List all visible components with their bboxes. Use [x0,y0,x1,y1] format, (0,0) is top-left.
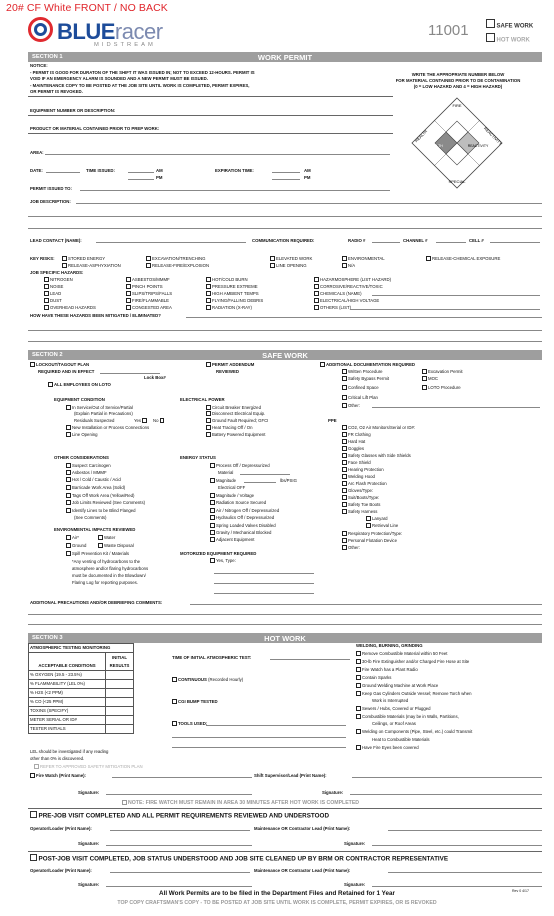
welding-item[interactable]: Fire Watch has a Plant Radio [356,667,418,672]
env-impacts-title: ENVIRONMENTAL IMPACTS REVIEWED [54,527,136,532]
write-number-line-3: (0 = LOW HAZARD AND 4 = HIGH HAZARD) [413,84,503,89]
residuals-yes[interactable]: Yes [134,418,148,423]
equip-residuals: Residuals Suspected [74,418,115,423]
elec-gfci[interactable]: Ground Fault Required; GFCI [206,418,268,423]
signature-field-3[interactable] [106,886,252,887]
energy-adjacent[interactable]: Adjacent Equipment [210,537,254,542]
hazard-others[interactable]: OTHERS (LIST) [314,305,351,310]
time-initial-field[interactable] [270,659,350,660]
welding-item: Work is Interrupted [372,698,409,703]
doc-critical-lift[interactable]: Critical Lift Plan [342,395,378,400]
hazard-asbestos[interactable]: ASBESTOS/MMMF [126,277,170,282]
ppe-item[interactable]: Safety Glasses with Side Shields [342,453,411,458]
energy-air-nitrogen[interactable]: Air / Nitrogen Off / Depressurized [210,508,279,513]
ppe-item[interactable]: Welding Hood [342,474,375,479]
comm-required-label: COMMUNICATION REQUIRED: [252,238,315,243]
hazard-electrical[interactable]: ELECTRICAL/HIGH VOLTAGE [314,298,379,303]
energy-gravity[interactable]: Gravity / Mechanical Blocked [210,530,271,535]
post-job-option[interactable]: POST-JOB VISIT COMPLETED, JOB STATUS UNDERSTOOD AND JOB SITE CLEANED UP BY BRM OR CONTRACTOR REPRESENTATIVE [30,854,448,863]
product-material-label: PRODUCT OR MATERIAL CONTAINED PRIOR TO PREP WORK: [30,126,160,131]
hazard-fire[interactable]: FIRE/FLAMMABLE [126,298,169,303]
maintenance-field-2[interactable] [388,872,542,873]
welding-item[interactable]: Sewers / Hubs, Covered or Plugged [356,706,431,711]
equip-in-service[interactable]: In Service/Out of Service/Partial [66,405,133,410]
welding-title: WELDING, BURNING, GRINDING [356,643,423,648]
equipment-condition-title: EQUIPMENT CONDITION [54,397,105,402]
other-blind-flanged[interactable]: Identify Lines to be Blind Flanged [66,508,136,513]
mitigated-label: HOW HAVE THESE HAZARDS BEEN MITIGATED / ELIMINATED? [30,313,161,318]
hazard-dust[interactable]: DUST [44,298,62,303]
job-description-field[interactable] [76,203,542,204]
ppe-item[interactable]: Respiratory Protection/Type: [342,531,402,536]
other-considerations-title: OTHER CONSIDERATIONS [54,455,109,460]
expiration-time-field[interactable] [272,172,300,173]
harness-sub-item[interactable]: Retrieval Line [366,523,398,528]
welding-item[interactable]: Ground Welding Machine at Work Place [356,683,438,688]
radio-field[interactable] [372,242,400,243]
elec-battery[interactable]: Battery Powered Equipment [206,432,266,437]
doc-safety-bypass[interactable]: Safety Bypass Permit [342,376,389,381]
risk-elevated-work[interactable]: ELEVATED WORK [270,256,312,261]
operator-label-1: Operator/Loader (Print Name): [30,826,92,831]
logo-wordmark: BLUEracer [57,19,163,44]
energy-status-title: ENERGY STATUS [180,455,216,460]
time-initial-label: TIME OF INITIAL ATMOSPHERIC TEST: [172,655,252,660]
supervisor-signature-field[interactable] [350,794,542,795]
signature-field-4[interactable] [372,886,542,887]
equipment-number-label: EQUIPMENT NUMBER OR DESCRIPTION: [30,108,116,113]
hazard-diamond [402,95,512,195]
signature-label-1: Signature: [78,841,100,846]
shift-supervisor-field[interactable] [352,777,542,778]
lockout-option[interactable]: LOCKOUT/TAGOUT PLAN [30,362,89,367]
risk-line-opening[interactable]: LINE OPENING [270,263,307,268]
ppe-item[interactable]: Arc Flash Protection [342,481,387,486]
notice-line-3: - MAINTENANCE COPY TO BE POSTED AT THE JOB SITE UNTIL WORK IS COMPLETED, PERMIT EXPIRES, [30,83,250,88]
date-label: DATE: [30,168,43,173]
logo-inner-ring-icon [34,23,47,36]
signature-label-4: Signature: [344,882,366,887]
env-waste[interactable]: Waste Disposal [98,543,134,548]
ppe-item[interactable]: Hard Hat [342,439,365,444]
signature-label-3: Signature: [78,882,100,887]
permit-page: 20# CF White FRONT / NO BACK BLUEracer MIDSTREAM 11001 SAFE WORK HOT WORK SECTION 1 WORK PERMIT NOTICE: - PERMIT IS GOOD FOR DURATON OF THE SHIFT IT WAS ISSUED IN; NOT TO EXCEED 12-HOURS. PERMIT IS VOID IF AN EMERGENCY ALARM IS SOUNDED AND A NEW PERMIT MUST BE ISSUED. - MAINTENANCE COPY TO BE POSTED AT THE JOB SITE UNTIL WORK IS COMPLETED, PERMIT EXPIRES, OR PERMIT IS REVOKED. WRITE THE APPROPRIATE NUMBER BELOW FOR MATERIAL CONTAINED PRIOR TO DE CONTAMINATION (0 = LOW HAZARD AND 4 = HIGH HAZARD) FIRE HEALTH REACTIVITY SPECIAL HEALTH REACTIVITY EQUIPMENT NUMBER OR DESCRIPTION: PRODUCT OR MATERIAL CONTAINED PRIOR TO PREP WORK: AREA: DATE: TIME ISSUED: AM PM EXPIRATION TIME: AM PM PERMIT ISSUED TO: JOB DESCRIPTION: LEAD CONTACT (NAME): COMMUNICATION REQUIRED: RADIO # CHANNEL # CELL # KEY RISKS: STORED ENERGY EXCAVATION/TRENCHING ELEVATED WORK ENVIRONMENTAL RELEASE-CHEMICAL EXPOSURE RELEASE-ASPHYXIATION RELEASE-FIRE/EXPLOSION LINE OPENING N/A JOB SPECIFIC HAZARDS: NITROGEN NOISE LEAD DUST OVERHEAD HAZARDS ASBESTOS/MMMF PINCH POINTS SLIPS/TRIPS/FALLS FIRE/FLAMMABLE CONGESTED AREA HOT/COLD BURN PRESSURE EXTREME HIGH AMBIENT TEMPS FLYING/FALLING DEBRIS RADIATION (X-RAY) HAZARMOSPHERE (LIST HAZARD) CORROSIVE/REACTIVE/TOXIC CHEMICALS (NAME) ELECTRICAL/HIGH VOLTAGE OTHERS (LIST) HOW HAVE THESE HAZARDS BEEN MITIGATED / ELIMINATED? SECTION 2 SAFE WORK LOCKOUT/TAGOUT PLAN REQUIRED AND IN EFFECT Lock Box# ALL EMPLOYEES ON LOTO PERMIT ADDENDUM REVIEWED ADDITIONAL DOCUMENTATION REQUIRED Written Procedure Safety Bypass Permit Confined Space Critical Lift Plan Other: Excavation Permit MOC LOTO Procedure EQUIPMENT CONDITION In Service/Out of Service/Partial (Explain Partial in Precautions) Residuals Suspected Yes No New Installation or Process Connections Line Opening ELECTRICAL POWER Circuit Breaker Energized Disconnect Electrical Equip. Ground Fault Required; GFCI Heat Tracing Off / On Battery Powered Equipment PPE OTHER CONSIDERATIONS Suspect Carcinogen Asbestos / MMMF Hot / Cold / Caustic / Acid Barricade Work Area (Solid) Tags Off Work Area (Yellow/Red) Job Limits Reviewed (See Comments) Identify Lines to be Blind Flanged (See Comments) ENERGY STATUS Process Off / Depressurized Material Magnitude lbs/PSIG Electrical OFF Magnitude / Voltage Radiation Source Secured Air / Nitrogen Off / Depressurized Hydraulics Off / Depressurized Spring Loaded Valves Disabled Gravity / Mechanical Blocked Adjacent Equipment ENVIRONMENTAL IMPACTS REVIEWED Air* Water Ground Waste Disposal Spill Prevention Kit / Materials *Any venting of hydrocarbons to the atmosphere and/or flaring hydrocarbons must be documented in the Blowdown/ Flaring Log for reporting purposes. MOTORIZED EQUIPMENT REQUIRED Yes, Type: ADDITIONAL PRECAUTIONS AND/OR DEBRIEFING COMMENTS: SECTION 3 HOT WORK ATMOSPHERIC TESTING MONITORING INITIAL ACCEPTABLE CONDITIONS RESULTS % OXYGEN (19.5 - 23.5%) % FLAMMABILITY (LEL 0%) % H2S (<2 PPM) % CO (<25 PPM) TOXINS (SPECIFY) METER SERIAL OR ID# TESTER INITIALS LEL should be investigated if any reading other than 0% is discovered. REFER TO APPROVED SAFETY MITIGATION PLAN Fire Watch (Print Name): TIME OF INITIAL ATMOSPHERIC TEST: CONTINUOUS (Recorded Hourly) CGI BUMP TESTED TOOLS USED: WELDING, BURNING, GRINDING Shift Supervisor/Lead (Print Name): Signature: Signature: NOTE: FIRE WATCH MUST REMAIN IN AREA 30 MINUTES AFTER HOT WORK IS COMPLETED PRE-JOB VISIT COMPLETED AND ALL PERMIT REQUIREMENTS REVIEWED AND UNDERSTOOD Operator/Loader (Print Name): Maintenance OR Contractor Lead (Print Name): Signature: Signature: POST-JOB VISIT COMPLETED, JOB STATUS UNDERSTOOD AND JOB SITE CLEANED UP BY BRM OR CONTRACTOR REPRESENTATIVE Operator/Loader (Print Name): Maintenance OR Contractor Lead (Print Name): Signature: Signature: All Work Permits are to be filed in the Department Files and Retained for 1 Year Rev 0 4/17 TOP COPY CRAFTSMAN'S COPY - TO BE POSTED AT JOB SITE UNTIL WORK IS COMPLETE, PERMIT EXPIRES, OR IS REVOKED CO2, O2 Air Monitors/Serial or ID#: FR Clothing Hard Hat Goggles Safety Glasses with Side Shields Face Shield Hearing Protection Welding Hood Arc Flash Protection Gloves/Type: Suit/Boots/Type: Safety Toe Boots Safety Harness Lanyard Retrieval Line Respiratory Protection/Type: Personal Flotation Device Other: Remove Combustible Material within 50 Feet 30-lb Fire Extinguisher and/or Charged Fire Hose at Site Fire Watch has a Plant Radio Contain Sparks Ground Welding Machine at Work Place Keep Gas Cylinders Outside Vessel; Remove Torch when Work is Interrupted Sewers / Hubs, Covered or Plugged Combustible Materials (may be in Walls, Partitions, Ceilings, or Roof Areas Welding on Components (Pipe, Steel, etc.) could Transmit Heat to Combustible Materials Have Fire Eyes been covered [0,0,554,916]
cell-field[interactable] [490,242,540,243]
hazard-slips[interactable]: SLIPS/TRIPS/FALLS [126,291,172,296]
table-row: METER SERIAL OR ID# [29,716,134,725]
hazard-nitrogen[interactable]: NITROGEN [44,277,73,282]
other-carcinogen[interactable]: Suspect Carcinogen [66,463,111,468]
diamond-reactivity-label: REACTIVITY [482,125,504,147]
operator-field-2[interactable] [110,872,250,873]
notice-line-1: - PERMIT IS GOOD FOR DURATON OF THE SHIFT IT WAS ISSUED IN; NOT TO EXCEED 12-HOURS. PERMIT IS [30,70,255,75]
logo-subtitle: MIDSTREAM [94,42,156,48]
write-number-line-2: FOR MATERIAL CONTAINED PRIOR TO DE CONTAMINATION [395,78,521,83]
area-label: AREA: [30,150,44,155]
section-2-bar: SECTION 2 SAFE WORK [28,350,542,360]
ppe-item[interactable]: FR Clothing [342,432,371,437]
fire-watch-option[interactable]: Fire Watch (Print Name): [30,773,86,778]
diamond-reactivity-inner: REACTIVITY [467,144,489,148]
ppe-item[interactable]: Face Shield [342,460,371,465]
hazard-pressure[interactable]: PRESSURE EXTREME [206,284,258,289]
permit-issued-to-field[interactable] [80,190,390,191]
fire-watch-signature-label: Signature: [78,790,100,795]
notice-title: NOTICE: [30,63,48,68]
energy-radiation[interactable]: Radiation Source Secured [210,500,266,505]
elec-disconnect[interactable]: Disconnect Electrical Equip. [206,411,265,416]
maintenance-label-2: Maintenance OR Contractor Lead (Print Name): [254,868,351,873]
table-row: TOXINS (SPECIFY) [29,707,134,716]
env-ground[interactable]: Ground [66,543,86,548]
energy-spring-valves[interactable]: Spring Loaded Valves Disabled [210,523,276,528]
other-job-limits[interactable]: Job Limits Reviewed (See Comments) [66,500,145,505]
residuals-no[interactable]: No [153,418,166,423]
risk-excavation[interactable]: EXCAVATION/TRENCHING [146,256,205,261]
notice-line-2: VOID IF AN EMERGENCY ALARM IS SOUNDED AND A NEW PERMIT MUST BE ISSUED. [30,76,208,81]
hazard-congested[interactable]: CONGESTED AREA [126,305,172,310]
signature-field-1[interactable] [106,845,252,846]
fire-watch-field[interactable] [112,777,252,778]
other-asbestos[interactable]: Asbestos / MMMF [66,470,107,475]
hazard-lead[interactable]: LEAD [44,291,61,296]
elec-circuit-breaker[interactable]: Circuit Breaker Energized [206,405,261,410]
pre-job-option[interactable]: PRE-JOB VISIT COMPLETED AND ALL PERMIT REQUIREMENTS REVIEWED AND UNDERSTOOD [30,811,329,820]
expiration-time-label: EXPIRATION TIME: [215,168,254,173]
supervisor-signature-label: Signature: [322,790,344,795]
welding-item[interactable]: Have Fire Eyes been covered [356,745,419,750]
section-1-bar: SECTION 1 WORK PERMIT [28,52,542,62]
table-row: % CO (<25 PPM) [29,698,134,707]
hazard-overhead[interactable]: OVERHEAD HAZARDS [44,305,96,310]
lock-box-label: Lock Box# [144,375,166,380]
hazard-chemicals[interactable]: CHEMICALS (NAME) [314,291,362,296]
risk-environmental[interactable]: ENVIRONMENTAL [342,256,385,261]
energy-voltage[interactable]: Magnitude / Voltage [210,493,254,498]
maintenance-field-1[interactable] [388,830,542,831]
additional-precautions-label: ADDITIONAL PRECAUTIONS AND/OR DEBRIEFING COMMENTS: [30,600,163,605]
welding-item: Ceilings, or Roof Areas [372,721,416,726]
tools-used-field[interactable] [206,725,346,726]
welding-item[interactable]: Combustible Materials (may be in Walls, Partitions, [356,714,459,719]
safe-work-option[interactable]: SAFE WORK [486,19,533,31]
lead-contact-label: LEAD CONTACT (NAME): [30,238,82,243]
risk-chemical-exposure[interactable]: RELEASE-CHEMICAL EXPOSURE [426,256,500,261]
hazard-pinch-points[interactable]: PINCH POINTS [126,284,163,289]
welding-item[interactable]: Remove Combustible Material within 50 Feet [356,651,448,656]
diamond-health-label: HEALTH [413,128,429,144]
all-employees-option[interactable]: ALL EMPLOYEES ON LOTO [48,382,111,387]
welding-item[interactable]: Keep Gas Cylinders Outside Vessel; Remove Torch when [356,691,472,696]
safe-work-checkbox[interactable] [486,19,495,28]
time-issued-field[interactable] [128,172,154,173]
table-row: TESTER INITIALS [29,725,134,734]
ppe-item[interactable]: Goggles [342,446,364,451]
mitigated-field[interactable] [186,317,542,318]
hazard-atmosphere[interactable]: HAZARMOSPHERE (LIST HAZARD) [314,277,391,282]
additional-docs-option[interactable]: ADDITIONAL DOCUMENTATION REQUIRED [320,362,415,367]
hot-work-option[interactable]: HOT WORK [486,33,530,45]
hazard-hot-cold[interactable]: HOT/COLD BURN [206,277,248,282]
operator-field-1[interactable] [110,830,250,831]
atmospheric-test-table: ATMOSPHERIC TESTING MONITORING INITIAL ACCEPTABLE CONDITIONS RESULTS % OXYGEN (19.5 - 23.5%) % FLAMMABILITY (LEL 0%) % H2S (<2 PPM) % CO (<25 PPM) TOXINS (SPECIFY) METER SERIAL OR ID# TESTER INITIALS [28,643,134,734]
hazard-flying-debris[interactable]: FLYING/FALLING DEBRIS [206,298,263,303]
top-copy-note: TOP COPY CRAFTSMAN'S COPY - TO BE POSTED AT JOB SITE UNTIL WORK IS COMPLETE, PERMIT EXPIRES, OR IS REVOKED [117,900,437,906]
retention-note: All Work Permits are to be filed in the Department Files and Retained for 1 Year [159,890,395,897]
risk-fire-explosion[interactable]: RELEASE-FIRE/EXPLOSION [146,263,209,268]
welding-item: Heat to Combustible Materials [372,737,430,742]
cgi-bump-option[interactable]: CGI BUMP TESTED [172,699,218,704]
lead-contact-field[interactable] [96,242,246,243]
signature-label-2: Signature: [344,841,366,846]
ppe-item[interactable]: CO2, O2 Air Monitors/Serial or ID#: [342,425,415,430]
permit-issued-to-label: PERMIT ISSUED TO: [30,186,72,191]
other-caustic[interactable]: Hot / Cold / Caustic / Acid [66,477,121,482]
doc-other[interactable]: Other: [342,403,360,408]
job-specific-hazards-label: JOB SPECIFIC HAZARDS: [30,270,84,275]
diamond-special-label: SPECIAL [448,179,466,184]
refer-plan-option[interactable]: REFER TO APPROVED SAFETY MITIGATION PLAN [34,764,143,769]
tools-used-option[interactable]: TOOLS USED: [172,721,207,726]
env-water[interactable]: Water [98,535,115,540]
fire-watch-note: NOTE: FIRE WATCH MUST REMAIN IN AREA 30 MINUTES AFTER HOT WORK IS COMPLETED [122,800,359,806]
energy-hydraulics[interactable]: Hydraulics Off / Depressurized [210,515,274,520]
hazard-corrosive[interactable]: CORROSIVE/REACTIVE/TOXIC [314,284,383,289]
continuous-option[interactable]: CONTINUOUS (Recorded Hourly) [172,677,243,682]
hazard-high-temps[interactable]: HIGH AMBIENT TEMPS [206,291,259,296]
risk-na[interactable]: N/A [342,263,355,268]
key-risks-label: KEY RISKS: [30,256,55,261]
hazard-radiation[interactable]: RADIATION (X-RAY) [206,305,252,310]
write-number-line-1: WRITE THE APPROPRIATE NUMBER BELOW [411,72,505,77]
welding-item[interactable]: Welding on Components (Pipe, Steel, etc.) could Transmit [356,729,472,734]
operator-label-2: Operator/Loader (Print Name): [30,868,92,873]
revision-label: Rev 0 4/17 [512,889,529,893]
doc-confined-space[interactable]: Confined Space [342,385,379,390]
welding-item[interactable]: 30-lb Fire Extinguisher and/or Charged Fire Hose at Site [356,659,469,664]
date-field[interactable] [46,172,80,173]
risk-stored-energy[interactable]: STORED ENERGY [62,256,105,261]
additional-precautions-field[interactable] [190,604,542,605]
ppe-item[interactable]: Suit/Boots/Type: [342,495,379,500]
area-field[interactable] [45,154,390,155]
diamond-fire-label: FIRE [452,103,462,108]
maintenance-label-1: Maintenance OR Contractor Lead (Print Name): [254,826,351,831]
other-tags-off[interactable]: Tags Off Work Area (Yellow/Red) [66,493,135,498]
doc-written-procedure[interactable]: Written Procedure [342,369,383,374]
hot-work-checkbox[interactable] [486,33,495,42]
ppe-item[interactable]: Other: [342,545,360,550]
env-air[interactable]: Air* [66,535,79,540]
equip-new-installation[interactable]: New Installation or Process Connections [66,425,149,430]
motorized-title: MOTORIZED EQUIPMENT REQUIRED [180,551,257,556]
table-row: % FLAMMABILITY (LEL 0%) [29,680,134,689]
electrical-power-title: ELECTRICAL POWER [180,397,225,402]
ppe-item[interactable]: Gloves/Type: [342,488,373,493]
harness-sub-item[interactable]: Lanyard [366,516,388,521]
doc-loto-procedure[interactable]: LOTO Procedure [422,385,461,390]
elec-heat-tracing[interactable]: Heat Tracing Off / On [206,425,253,430]
ppe-title: PPE [328,418,337,423]
doc-moc[interactable]: MOC [422,376,438,381]
job-description-label: JOB DESCRIPTION: [30,199,71,204]
table-row: % OXYGEN (19.5 - 23.5%) [29,671,134,680]
signature-field-2[interactable] [372,845,542,846]
ppe-item[interactable]: Safety Toe Boots [342,502,380,507]
ppe-item[interactable]: Personal Flotation Device [342,538,397,543]
section-3-bar: SECTION 3 HOT WORK [28,633,542,643]
time-issued-label: TIME ISSUED: [86,168,115,173]
channel-field[interactable] [436,242,466,243]
doc-excavation-permit[interactable]: Excavation Permit [422,369,463,374]
energy-magnitude[interactable]: Magnitude [210,478,236,483]
fire-watch-signature-field[interactable] [106,794,252,795]
equip-line-opening[interactable]: Line Opening [66,432,98,437]
permit-addendum-option[interactable]: PERMIT ADDENDUM [206,362,254,367]
welding-item[interactable]: Contain Sparks [356,675,391,680]
other-barricade[interactable]: Barricade Work Area (Solid) [66,485,125,490]
risk-asphyxiation[interactable]: RELEASE-ASPHYXIATION [62,263,121,268]
shift-supervisor-label: Shift Supervisor/Lead (Print Name): [254,773,327,778]
env-spill-kit[interactable]: Spill Prevention Kit / Materials [66,551,129,556]
hazard-noise[interactable]: NOISE [44,284,63,289]
notice-line-4: OR PERMIT IS REVOKED. [30,89,83,94]
diamond-health-inner: HEALTH [429,144,443,148]
ppe-item[interactable]: Safety Harness [342,509,377,514]
energy-process-off[interactable]: Process Off / Depressurized [210,463,270,468]
ppe-item[interactable]: Hearing Protection [342,467,384,472]
motorized-yes[interactable]: Yes, Type: [210,558,236,563]
table-row: % H2S (<2 PPM) [29,689,134,698]
print-spec-note: 20# CF White FRONT / NO BACK [6,2,168,14]
permit-number: 11001 [428,22,469,39]
